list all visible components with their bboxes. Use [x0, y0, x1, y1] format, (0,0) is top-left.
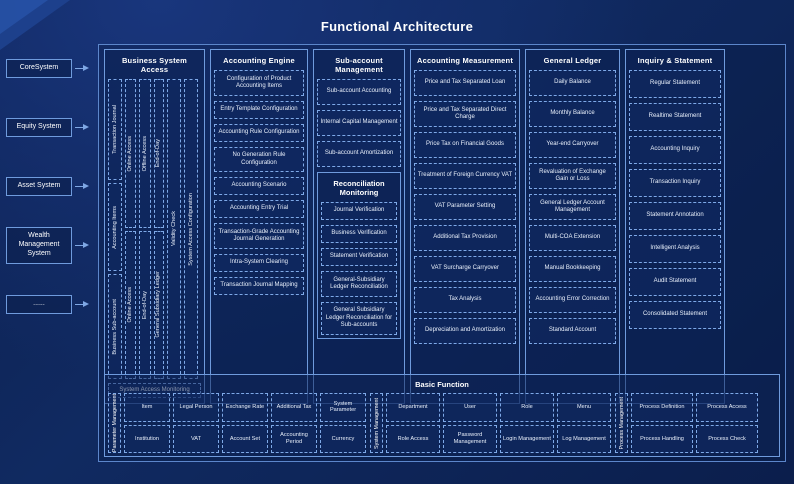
- cell-parameter-item[interactable]: System Parameter: [320, 393, 366, 422]
- arrow-right-icon: [75, 183, 89, 190]
- column-title: Accounting Measurement: [416, 56, 514, 65]
- panel-basic-function: [104, 374, 780, 457]
- panel-title: Basic Function: [415, 380, 469, 389]
- list-item[interactable]: [6, 282, 92, 327]
- page-title: Functional Architecture: [320, 19, 474, 34]
- cell-end-of-day-2[interactable]: End-of-Day: [139, 231, 150, 380]
- cell-system-access-configuration[interactable]: System Access Configuration: [184, 79, 198, 379]
- source-system-box[interactable]: Equity System: [6, 118, 72, 137]
- cell-parameter-item[interactable]: Item: [124, 393, 170, 422]
- group-label: System Management: [370, 393, 383, 453]
- cell-reconciliation-item[interactable]: General Subsidiary Ledger Reconciliation for Sub-accounts: [321, 302, 397, 335]
- column-inquiry-statement: [625, 49, 725, 404]
- cell-business-sub-account[interactable]: Business Sub-account: [108, 274, 122, 379]
- architecture-columns: [104, 49, 780, 404]
- source-system-box[interactable]: Wealth Management System: [6, 227, 72, 263]
- cell-inquiry-item[interactable]: Accounting Inquiry: [629, 136, 721, 164]
- list-item[interactable]: [6, 223, 92, 268]
- cell-accounting-engine-item[interactable]: Transaction-Grade Accounting Journal Generation: [214, 223, 304, 249]
- cell-parameter-item[interactable]: Account Set: [222, 425, 268, 454]
- cell-process-item[interactable]: Process Check: [696, 425, 758, 454]
- column-title: Sub-account Management: [335, 56, 383, 74]
- column-sub-account-management: [313, 49, 405, 404]
- cell-general-ledger-item[interactable]: Daily Balance: [529, 70, 616, 96]
- group-parameter-management: [108, 393, 366, 453]
- column-accounting-engine: [210, 49, 308, 404]
- cell-accounting-items[interactable]: Accounting Items: [108, 183, 122, 272]
- cell-accounting-measurement-item[interactable]: Price and Tax Separated Direct Charge: [414, 101, 516, 127]
- arrow-right-icon: [75, 301, 89, 308]
- cell-accounting-engine-item[interactable]: Accounting Scenario: [214, 177, 304, 195]
- arrow-right-icon: [75, 124, 89, 131]
- cell-system-item[interactable]: Password Management: [443, 425, 497, 454]
- source-system-box[interactable]: CoreSystem: [6, 59, 72, 78]
- cell-accounting-measurement-item[interactable]: Additional Tax Provision: [414, 225, 516, 251]
- cell-online-access-1[interactable]: Online Access: [125, 79, 136, 228]
- cell-parameter-item[interactable]: Legal Person: [173, 393, 219, 422]
- column-general-ledger: [525, 49, 620, 404]
- cell-system-item[interactable]: Log Management: [557, 425, 611, 454]
- cell-accounting-measurement-item[interactable]: Tax Analysis: [414, 287, 516, 313]
- cell-system-item[interactable]: Menu: [557, 393, 611, 422]
- cell-process-item[interactable]: Process Handling: [631, 425, 693, 454]
- cell-accounting-measurement-item[interactable]: Depreciation and Amortization: [414, 318, 516, 344]
- cell-system-item[interactable]: User: [443, 393, 497, 422]
- cell-inquiry-item[interactable]: Realtime Statement: [629, 103, 721, 131]
- cell-general-ledger-item[interactable]: Revaluation of Exchange Gain or Loss: [529, 163, 616, 189]
- cell-process-item[interactable]: Process Definition: [631, 393, 693, 422]
- source-system-box[interactable]: Asset System: [6, 177, 72, 196]
- cell-parameter-item[interactable]: Exchange Rate: [222, 393, 268, 422]
- group-label: Parameter Management: [108, 393, 121, 453]
- column-accounting-measurement: [410, 49, 520, 404]
- cell-accounting-engine-item[interactable]: Accounting Rule Configuration: [214, 124, 304, 142]
- cell-reconciliation-item[interactable]: Business Verification: [321, 225, 397, 243]
- cell-parameter-item[interactable]: VAT: [173, 425, 219, 454]
- cell-accounting-engine-item[interactable]: Intra-System Clearing: [214, 254, 304, 272]
- panel-title: Reconciliation Monitoring: [333, 179, 385, 197]
- cell-system-item[interactable]: Role: [500, 393, 554, 422]
- cell-parameter-item[interactable]: Additional Tax: [271, 393, 317, 422]
- cell-sub-account-item[interactable]: Sub-account Amortization: [317, 141, 401, 167]
- cell-process-item[interactable]: Process Access: [696, 393, 758, 422]
- cell-reconciliation-item[interactable]: Journal Verification: [321, 202, 397, 220]
- cell-parameter-item[interactable]: Institution: [124, 425, 170, 454]
- column-business-system-access: [104, 49, 205, 404]
- cell-system-item[interactable]: Role Access: [386, 425, 440, 454]
- cell-general-ledger-item[interactable]: Monthly Balance: [529, 101, 616, 127]
- list-item[interactable]: [6, 46, 92, 91]
- cell-inquiry-item[interactable]: Statement Annotation: [629, 202, 721, 230]
- cell-accounting-engine-item[interactable]: Accounting Entry Trial: [214, 200, 304, 218]
- cell-accounting-measurement-item[interactable]: VAT Surcharge Carryover: [414, 256, 516, 282]
- panel-reconciliation-monitoring: [317, 172, 401, 339]
- cell-offline-access[interactable]: Offline Access: [139, 79, 150, 228]
- cell-general-ledger-item[interactable]: Multi-COA Extension: [529, 225, 616, 251]
- cell-validity-check[interactable]: Validity Check: [167, 79, 181, 379]
- cell-general-ledger-item[interactable]: Manual Bookkeeping: [529, 256, 616, 282]
- arrow-right-icon: [75, 242, 89, 249]
- column-title: Accounting Engine: [223, 56, 295, 65]
- cell-accounting-engine-item[interactable]: Transaction Journal Mapping: [214, 277, 304, 295]
- cell-accounting-engine-item[interactable]: Entry Template Configuration: [214, 101, 304, 119]
- cell-general-ledger-item[interactable]: Year-end Carryover: [529, 132, 616, 158]
- business-system-access-body: [108, 79, 201, 379]
- cell-inquiry-item[interactable]: Consolidated Statement: [629, 301, 721, 329]
- cell-reconciliation-item[interactable]: General-Subsidiary Ledger Reconciliation: [321, 271, 397, 297]
- group-label: Process Management: [615, 393, 628, 453]
- cell-end-of-day-1[interactable]: End-of-Day: [154, 79, 164, 228]
- basic-function-row: [108, 393, 776, 453]
- cell-parameter-item[interactable]: Accounting Period: [271, 425, 317, 454]
- cell-system-item[interactable]: Login Management: [500, 425, 554, 454]
- cell-transaction-journal[interactable]: Transaction Journal: [108, 79, 122, 180]
- source-system-box[interactable]: ......: [6, 295, 72, 314]
- cell-online-access-2[interactable]: Online Access: [125, 231, 136, 380]
- group-process-management: [615, 393, 758, 453]
- cell-system-item[interactable]: Department: [386, 393, 440, 422]
- column-title: Business System Access: [121, 56, 188, 74]
- group-system-management: [370, 393, 611, 453]
- cell-inquiry-item[interactable]: Transaction Inquiry: [629, 169, 721, 197]
- cell-accounting-engine-item[interactable]: Configuration of Product Accounting Items: [214, 70, 304, 96]
- source-systems-list: [6, 46, 92, 327]
- cell-inquiry-item[interactable]: Audit Statement: [629, 268, 721, 296]
- list-item[interactable]: [6, 105, 92, 150]
- arrow-right-icon: [75, 65, 89, 72]
- cell-accounting-measurement-item[interactable]: Treatment of Foreign Currency VAT: [414, 163, 516, 189]
- cell-general-ledger-item[interactable]: Standard Account: [529, 318, 616, 344]
- list-item[interactable]: [6, 164, 92, 209]
- cell-sub-account-item[interactable]: Internal Capital Management: [317, 110, 401, 136]
- cell-accounting-measurement-item[interactable]: Price and Tax Separated Loan: [414, 70, 516, 96]
- cell-accounting-measurement-item[interactable]: Price Tax on Financial Goods: [414, 132, 516, 158]
- cell-general-ledger-item[interactable]: General Ledger Account Management: [529, 194, 616, 220]
- cell-reconciliation-item[interactable]: Statement Verification: [321, 248, 397, 266]
- cell-inquiry-item[interactable]: Regular Statement: [629, 70, 721, 98]
- cell-inquiry-item[interactable]: Intelligent Analysis: [629, 235, 721, 263]
- cell-parameter-item[interactable]: Currency: [320, 425, 366, 454]
- cell-general-subsidiary-ledger[interactable]: General Subsidiary Ledger: [154, 231, 164, 380]
- cell-sub-account-item[interactable]: Sub-account Accounting: [317, 79, 401, 105]
- cell-accounting-measurement-item[interactable]: VAT Parameter Setting: [414, 194, 516, 220]
- column-title: General Ledger: [543, 56, 602, 65]
- cell-accounting-engine-item[interactable]: No Generation Rule Configuration: [214, 147, 304, 172]
- cell-general-ledger-item[interactable]: Accounting Error Correction: [529, 287, 616, 313]
- column-title: Inquiry & Statement: [637, 56, 713, 65]
